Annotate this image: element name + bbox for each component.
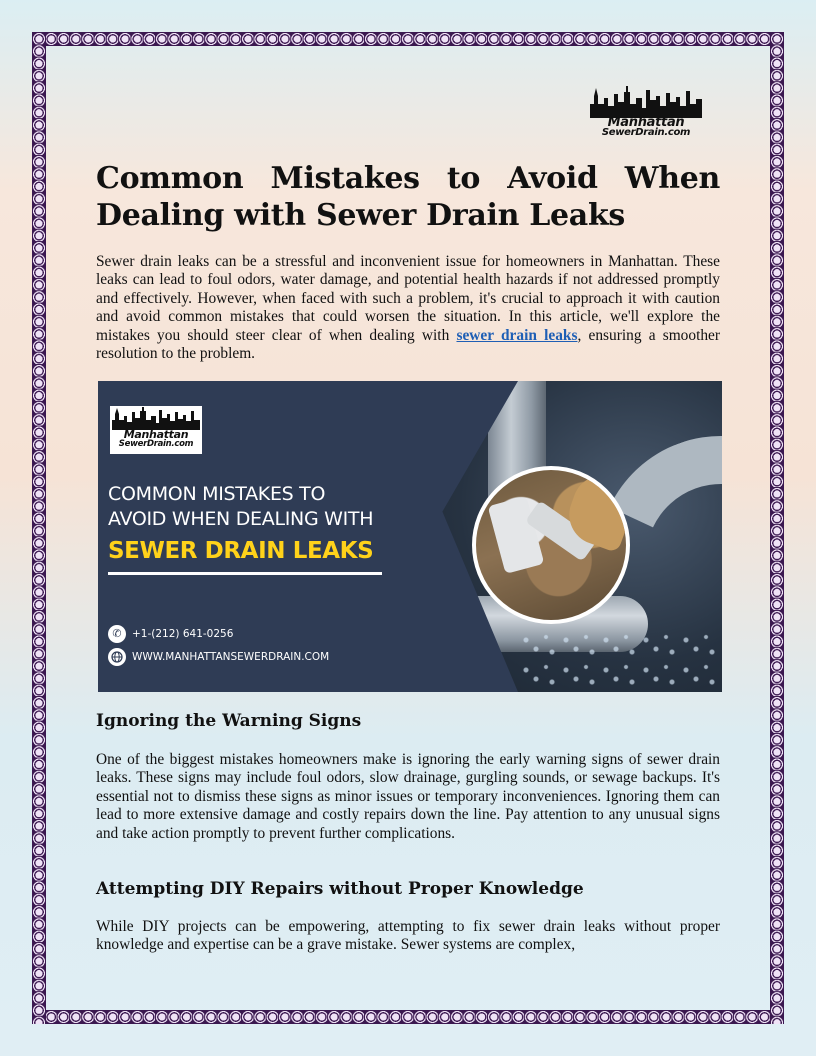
sewer-drain-leaks-link[interactable]: sewer drain leaks xyxy=(456,326,578,344)
border-right xyxy=(770,32,784,1024)
banner-logo xyxy=(110,406,202,454)
border-top xyxy=(32,32,784,46)
section-body-warning-signs: One of the biggest mistakes homeowners make is ignoring the early warning signs of sewer drain leaks. These signs may include foul odors, slow drainage, gurgling sounds, or sewage backups. It's essential not to dismiss these signs as minor issues or temporary inconveniences. Ignoring them can lead to more extensive damage and costly repairs down the line. Pay attention to any unusual signs and take action promptly to prevent further complications. xyxy=(96,751,720,842)
banner-phone: +1-(212) 641-0256 xyxy=(132,628,234,640)
article-banner-image xyxy=(98,381,722,692)
border-left xyxy=(32,32,46,1024)
section-body-diy-repairs: While DIY projects can be empowering, attempting to fix sewer drain leaks without proper knowledge and expertise can be a grave mistake. Sewer systems are complex, xyxy=(96,918,720,954)
intro-text: Sewer drain leaks can be a stressful and inconvenient issue for homeowners in Manhattan. These leaks can lead to foul odors, water damage, and potential health hazards if not addressed promptly and effectively. However, when faced with such a problem, it's crucial to approach it with caution and avoid common mistakes that could worsen the situation. In this article, we'll explore the mistakes you should steer clear of when dealing with xyxy=(96,253,720,344)
logo-wordmark xyxy=(588,117,704,138)
banner-website-row xyxy=(108,647,329,667)
intro-paragraph xyxy=(96,253,720,363)
section-heading-warning-signs: Ignoring the Warning Signs xyxy=(96,711,362,731)
banner-heading xyxy=(108,482,438,532)
banner-heading-line-2: AVOID WHEN DEALING WITH xyxy=(108,508,374,530)
phone-icon: ✆ xyxy=(108,625,126,643)
banner-underline xyxy=(108,572,382,575)
globe-icon xyxy=(108,648,126,666)
water-splash xyxy=(518,631,718,692)
banner-logo-wordmark xyxy=(110,430,202,449)
border-bottom xyxy=(32,1010,784,1024)
banner-logo-line-2: SewerDrain.com xyxy=(118,439,194,449)
repair-photo-circle xyxy=(472,466,630,624)
banner-logo-line-1: Manhattan xyxy=(123,428,189,441)
intro-text-end: , ensuring a smoother resolution to the problem. xyxy=(96,326,721,363)
logo-line-1: Manhattan xyxy=(607,115,685,130)
logo-line-2: SewerDrain.com xyxy=(601,127,691,138)
banner-phone-row xyxy=(108,624,233,644)
banner-heading-line-1: COMMON MISTAKES TO xyxy=(108,483,326,505)
article-title: Common Mistakes to Avoid When Dealing with Sewer Drain Leaks xyxy=(96,161,720,233)
banner-website: WWW.MANHATTANSEWERDRAIN.COM xyxy=(132,651,330,663)
company-logo xyxy=(588,84,704,144)
section-heading-diy-repairs: Attempting DIY Repairs without Proper Knowledge xyxy=(96,879,584,899)
banner-skyline-icon xyxy=(110,406,202,430)
skyline-icon xyxy=(588,84,704,118)
banner-highlight: SEWER DRAIN LEAKS xyxy=(108,538,374,564)
